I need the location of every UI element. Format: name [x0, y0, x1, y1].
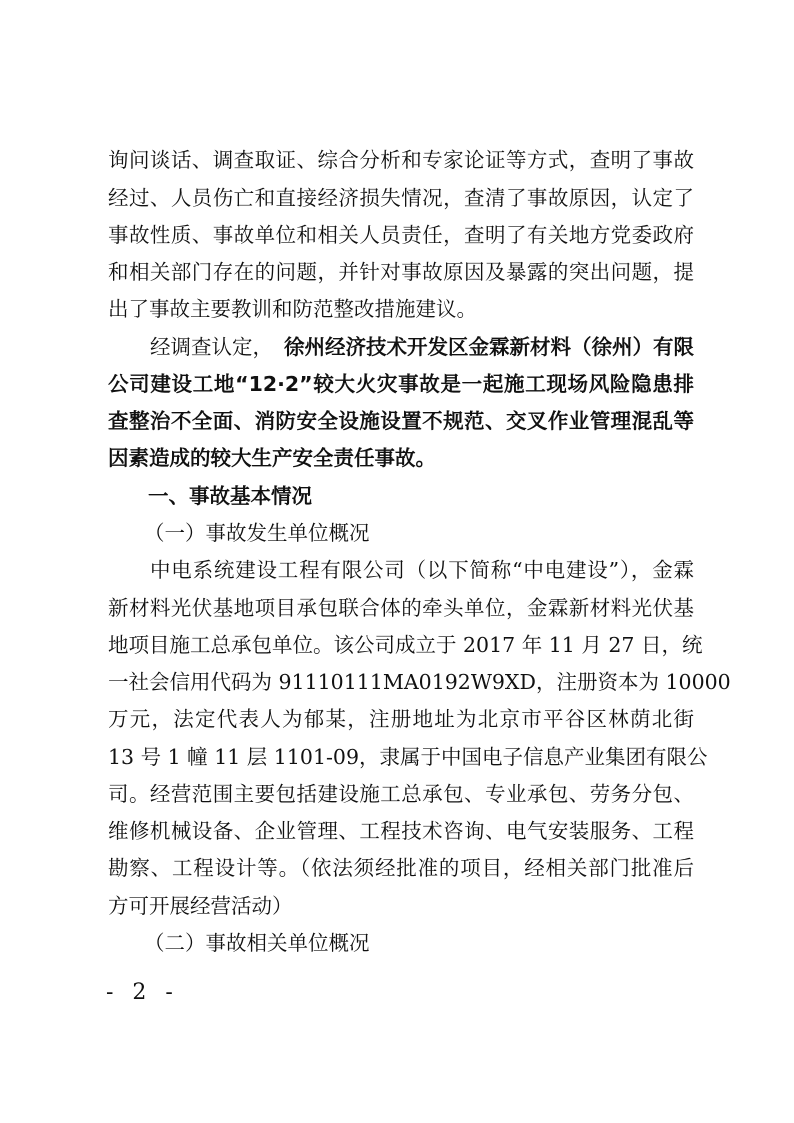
section-heading: 一、事故基本情况 — [148, 484, 312, 508]
page-number: - 2 - — [106, 980, 179, 1005]
paragraph-line: 地项目施工总承包单位。该公司成立于 2017 年 11 月 27 日，统 — [108, 633, 703, 657]
conclusion-bold-text: 徐州经济技术开发区金霖新材料（徐州）有限 — [284, 335, 694, 359]
subsection-heading: （二）事故相关单位概况 — [144, 931, 370, 955]
paragraph-line: 询问谈话、调查取证、综合分析和专家论证等方式，查明了事故 — [108, 148, 694, 172]
paragraph-line: 司。经营范围主要包括建设施工总承包、专业承包、劳务分包、 — [108, 782, 694, 806]
conclusion-lead: 经调查认定， — [150, 335, 273, 359]
paragraph-line: 一社会信用代码为 91110111MA0192W9XD，注册资本为 10000 — [108, 670, 731, 694]
conclusion-bold-line: 因素造成的较大生产安全责任事故。 — [108, 446, 436, 470]
conclusion-bold-line: 查整治不全面、消防安全设施设置不规范、交叉作业管理混乱等 — [108, 409, 694, 433]
conclusion-bold-line: 公司建设工地“12·2”较大火灾事故是一起施工现场风险隐患排 — [108, 372, 694, 396]
paragraph-line: 勘察、工程设计等。（依法须经批准的项目，经相关部门批准后 — [108, 856, 694, 880]
conclusion-first-line — [150, 333, 694, 361]
paragraph-line: 和相关部门存在的问题，并针对事故原因及暴露的突出问题，提 — [108, 260, 694, 284]
paragraph-line: 中电系统建设工程有限公司（以下简称“中电建设”），金霖 — [150, 558, 694, 582]
paragraph-line: 新材料光伏基地项目承包联合体的牵头单位，金霖新材料光伏基 — [108, 596, 694, 620]
subsection-heading: （一）事故发生单位概况 — [144, 521, 370, 545]
paragraph-line: 经过、人员伤亡和直接经济损失情况，查清了事故原因，认定了 — [108, 186, 694, 210]
paragraph-line: 维修机械设备、企业管理、工程技术咨询、电气安装服务、工程 — [108, 819, 694, 843]
paragraph-line: 事故性质、事故单位和相关人员责任，查明了有关地方党委政府 — [108, 223, 694, 247]
paragraph-line: 方可开展经营活动） — [108, 894, 293, 918]
paragraph-line: 万元，法定代表人为郁某，注册地址为北京市平谷区林荫北街 — [108, 707, 694, 731]
paragraph-line: 13 号 1 幢 11 层 1101-09，隶属于中国电子信息产业集团有限公 — [108, 745, 708, 769]
paragraph-line: 出了事故主要教训和防范整改措施建议。 — [108, 297, 477, 321]
